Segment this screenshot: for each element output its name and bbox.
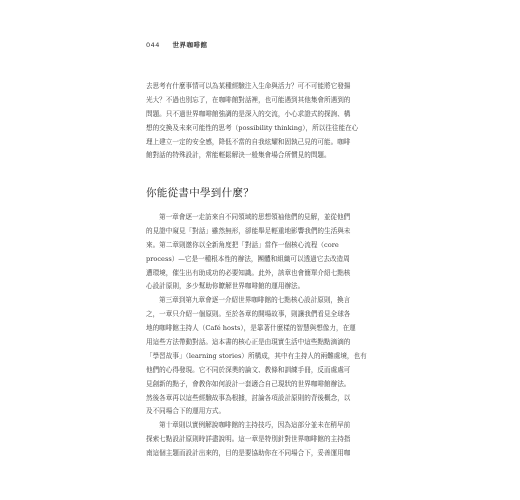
- running-header: [146, 40, 208, 49]
- text-line: 館對話的特殊設計，常能輕鬆解決一般集會場合所慣見的問題。: [146, 151, 331, 160]
- text-line: 第一章會逐一走訪來自不同領域的思想領袖他們的見解，並從他們: [159, 213, 351, 221]
- text-line: 理上建立一定的安全感，降低不當的自我炫耀和固執己見的可能。咖啡: [146, 137, 351, 146]
- text-line: 地的咖啡館主持人（Café hosts），是靠著什麼樣的智慧與想像力，在運: [146, 324, 356, 333]
- text-line: 用這些方法帶動對話。這本書的核心正是由現實生活中這些點點滴滴的: [146, 338, 351, 347]
- text-line: 他們的心得發現。它不同於深奧的論文、教條和訓練手冊，反而處處可: [146, 365, 351, 374]
- text-line: 第三章到第九章會逐一介紹世界咖啡館的七點核心設計原則，換言: [159, 296, 351, 305]
- text-line: 的見證中窺見「對話」雖然無形，卻能舉足輕重地影響我們的生活與未: [146, 226, 351, 235]
- text-line: 見創新的點子，會教你如何設計一套適合自己現狀的世界咖啡館辦法。: [146, 379, 351, 388]
- text-line: 想的交換及未來可能性的思考（possibility thinking），所以往往能在心: [146, 123, 359, 132]
- text-line: 南這個主題而設計出來的，目的是要協助你在不同場合下，妥善運用咖: [146, 449, 351, 458]
- text-line: 探索七點設計原則時詳盡說明。這一章是特別針對世界咖啡館的主持指: [146, 435, 351, 444]
- text-line: process）—它是一種根本性的辦法，團體和組織可以透過它去改造周: [146, 254, 350, 263]
- text-line: 去思考有什麼事情可以為某種經驗注入生命與活力？可不可能將它發揚: [146, 82, 351, 90]
- text-line: 光大？不過也別忘了，在咖啡館對話裡，也可能遇到其他集會所遇到的: [146, 95, 351, 104]
- text-line: 及不同場合下的運用方式。: [146, 407, 226, 416]
- section-heading: 你能從書中學到什麼？: [146, 187, 254, 199]
- book-title: 世界咖啡館: [172, 41, 208, 49]
- text-line: 來。第二章則邀你以全新角度把「對話」當作一個核心流程（core: [146, 240, 339, 249]
- text-line: 遭環境，催生出有助成功的必要知識。此外，該章也會簡單介紹七點核: [146, 268, 351, 277]
- intro-paragraph: [146, 80, 378, 163]
- section-body: [146, 211, 378, 461]
- text-line: 然後各章再以這些經驗故事為根據，討論各項設計原則的背後概念，以: [146, 393, 351, 402]
- text-line: 問題。只不過世界咖啡館強調的是深入的交流，小心求證式的探詢、構: [146, 109, 351, 118]
- text-line: 第十章則以實例解說咖啡館的主持技巧，因為這部分並未在稍早前: [159, 421, 351, 430]
- text-line: 之，一章只介紹一個原則。至於各章的開場故事，則讓我們看見全球各: [146, 310, 351, 319]
- page-number: 044: [146, 41, 160, 49]
- text-line: 心設計原則，多少幫助你瞭解世界咖啡館的運用辦法。: [146, 282, 305, 291]
- text-line: 「學習故事」（learning stories）所構成，其中有主持人的兩難處境，也有: [146, 351, 367, 360]
